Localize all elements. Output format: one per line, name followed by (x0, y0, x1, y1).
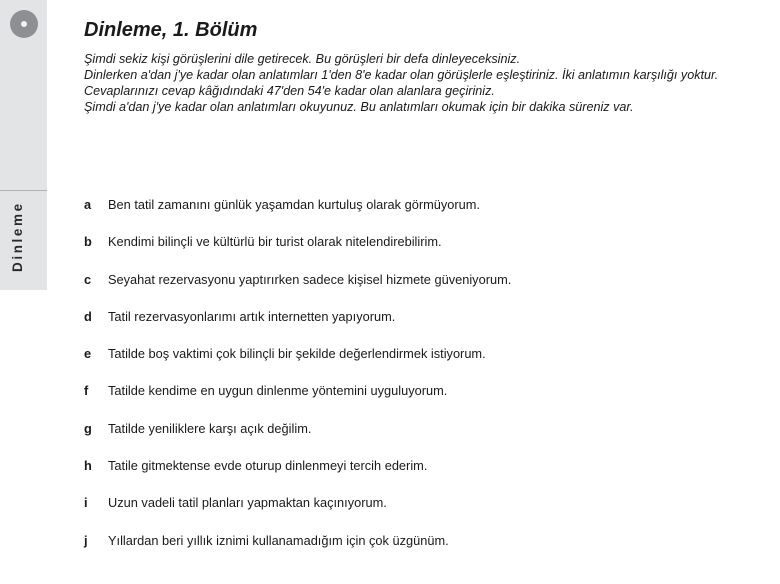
statement-letter: h (84, 458, 92, 474)
statement-text: Tatil rezervasyonlarımı artık internetten yapıyorum. (108, 308, 396, 324)
statement-text: Tatilde kendime en uygun dinlenme yöntemini uyguluyorum. (108, 383, 448, 399)
statement-text: Uzun vadeli tatil planları yapmaktan kaçınıyorum. (108, 495, 387, 511)
tab-divider (0, 190, 47, 191)
statement-letter: g (84, 420, 92, 436)
side-tab (0, 0, 47, 290)
statement-text: Yıllardan beri yıllık iznimi kullanamadığım için çok üzgünüm. (108, 532, 449, 548)
statement-letter: c (84, 271, 92, 287)
instruction-line: Şimdi a'dan j'ye kadar olan anlatımları okuyunuz. Bu anlatımları okumak için bir dakika süreniz var. (84, 100, 634, 114)
side-tab-label: Dinleme (10, 201, 25, 272)
section-title: Dinleme, 1. Bölüm (84, 19, 258, 41)
instructions (84, 51, 724, 115)
statement-letter: b (84, 234, 92, 250)
statement-text: Tatile gitmektense evde oturup dinlenmeyi tercih ederim. (108, 458, 428, 474)
statement-letter: f (84, 383, 89, 399)
statement-letter: e (84, 346, 92, 362)
instruction-line: Dinlerken a'dan j'ye kadar olan anlatımları 1'den 8'e kadar olan görüşlerle eşleştiriniz. İki anlatımın karşılığı yoktur. (84, 68, 719, 82)
statement-text: Seyahat rezervasyonu yaptırırken sadece kişisel hizmete güveniyorum. (108, 271, 512, 287)
instruction-line: Şimdi sekiz kişi görüşlerini dile getirecek. Bu görüşleri bir defa dinleyeceksiniz. (84, 52, 521, 66)
statement-text: Tatilde boş vaktimi çok bilinçli bir şekilde değerlendirmek istiyorum. (108, 346, 486, 362)
statement-letter: a (84, 197, 92, 212)
statement-letter: d (84, 308, 92, 324)
instruction-line: Cevaplarınızı cevap kâğıdındaki 47'den 54'e kadar olan alanlara geçiriniz. (84, 84, 495, 98)
statement-letter: j (84, 532, 88, 548)
statement-text: Kendimi bilinçli ve kültürlü bir turist olarak nitelendirebilirim. (108, 234, 442, 250)
statement-text: Tatilde yeniliklere karşı açık değilim. (108, 420, 312, 436)
statement-letter: i (84, 495, 88, 511)
cd-icon (10, 10, 38, 38)
cd-icon-center (21, 21, 27, 27)
statement-text: Ben tatil zamanını günlük yaşamdan kurtuluş olarak görmüyorum. (108, 197, 481, 212)
